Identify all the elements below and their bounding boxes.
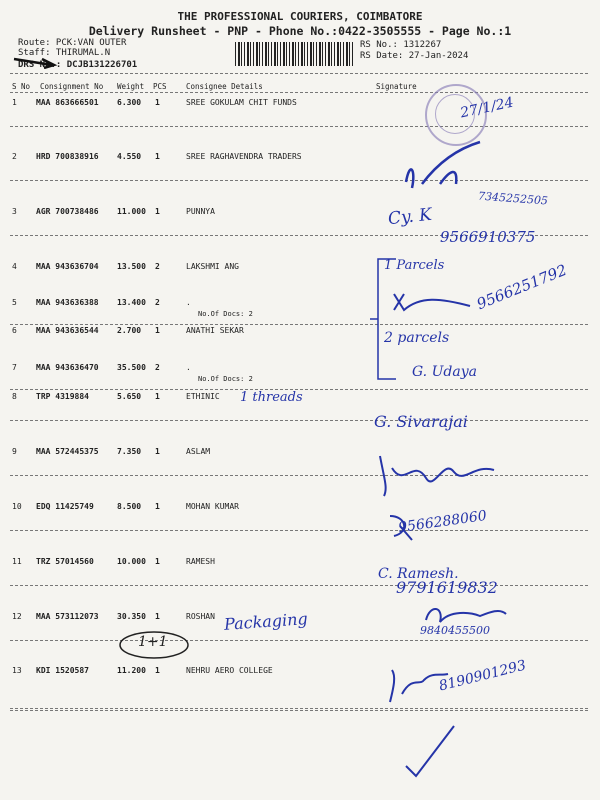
phone-row-13: 8190901293 — [437, 657, 528, 695]
row-consignment-no: TRP 4319884 — [36, 392, 89, 401]
row-sno: 3 — [12, 207, 17, 216]
row-weight: 8.500 — [117, 502, 142, 511]
row-divider — [10, 180, 588, 181]
row-weight: 7.350 — [117, 447, 142, 456]
row-consignment-no: AGR 700738486 — [36, 207, 99, 216]
phone-row-5: 9566251792 — [474, 260, 570, 314]
row-docs-count: No.Of Docs: 2 — [198, 375, 253, 383]
row-consignment-no: MAA 943636388 — [36, 298, 99, 307]
drs-number: DRS No.: DCJB131226701 — [18, 60, 138, 70]
company-title: THE PROFESSIONAL COURIERS, COIMBATORE — [177, 10, 423, 23]
row-weight: 11.200 — [117, 666, 146, 675]
row-divider — [10, 126, 588, 127]
row-weight: 10.000 — [117, 557, 146, 566]
row-pcs: 1 — [155, 392, 160, 401]
row-divider — [10, 420, 588, 421]
row-weight: 11.000 — [117, 207, 146, 216]
runsheet-subtitle: Delivery Runsheet - PNP - Phone No.:0422-3505555 - Page No.:1 — [88, 24, 512, 38]
rs-date: RS Date: 27-Jan-2024 — [360, 51, 469, 61]
row-consignee: . — [186, 363, 191, 372]
row-divider — [10, 324, 588, 325]
row-sno: 1 — [12, 98, 17, 107]
row-weight: 2.700 — [117, 326, 142, 335]
row-consignment-no: MAA 573112073 — [36, 612, 99, 621]
row-weight: 4.550 — [117, 152, 142, 161]
row-divider — [10, 530, 588, 531]
note-row-8: 1 threads — [240, 390, 303, 405]
row-divider — [10, 640, 588, 641]
rs-number: RS No.: 1312267 — [360, 40, 442, 50]
row-consignee: ANATHI SEKAR — [186, 326, 244, 335]
column-divider — [10, 92, 588, 93]
row-pcs: 1 — [155, 557, 160, 566]
col-pcs: PCS — [153, 82, 167, 91]
staff-label: Staff: THIRUMAL.N — [18, 48, 111, 58]
row-consignee: LAKSHMI ANG — [186, 262, 239, 271]
signature-row-3: Cy. K — [387, 204, 433, 230]
row-consignee: MOHAN KUMAR — [186, 502, 239, 511]
check-mark — [400, 720, 460, 780]
phone-row-3: 9566910375 — [440, 228, 536, 246]
row-pcs: 1 — [155, 666, 160, 675]
col-sno: S No — [12, 82, 31, 91]
row-consignee: NEHRU AERO COLLEGE — [186, 666, 273, 675]
row-weight: 6.300 — [117, 98, 142, 107]
row-consignment-no: MAA 863666501 — [36, 98, 99, 107]
signature-row-7: G. Udaya — [412, 364, 477, 380]
row-sno: 9 — [12, 447, 17, 456]
col-weight: Weight — [117, 82, 145, 91]
row-consignment-no: MAA 572445375 — [36, 447, 99, 456]
row-pcs: 1 — [155, 447, 160, 456]
row-sno: 10 — [12, 502, 22, 511]
barcode — [235, 42, 353, 66]
phone-row-11: 9791619832 — [396, 578, 498, 597]
col-consignment: Consignment No — [40, 82, 104, 91]
signature-row-9 — [374, 448, 504, 498]
col-signature: Signature — [376, 82, 417, 91]
note-row-4: 1 Parcels — [384, 258, 445, 273]
row-sno: 5 — [12, 298, 17, 307]
row-weight: 30.350 — [117, 612, 146, 621]
signature-row-2 — [400, 140, 490, 200]
note-row-6: 2 parcels — [384, 330, 450, 346]
row-consignee: SREE RAGHAVENDRA TRADERS — [186, 152, 302, 161]
row-sno: 12 — [12, 612, 22, 621]
row-weight: 13.400 — [117, 298, 146, 307]
row-weight: 5.650 — [117, 392, 142, 401]
row-consignee: . — [186, 298, 191, 307]
header-divider — [10, 73, 588, 74]
signature-row-5 — [390, 290, 480, 320]
row-sno: 11 — [12, 557, 22, 566]
signature-row-8: G. Sivarajai — [374, 412, 468, 431]
row-consignment-no: MAA 943636704 — [36, 262, 99, 271]
row-divider — [10, 710, 588, 711]
row-pcs: 1 — [155, 98, 160, 107]
col-consignee: Consignee Details — [186, 82, 263, 91]
row-consignee: PUNNYA — [186, 207, 215, 216]
box-count-row-12: 1+1 — [138, 634, 168, 650]
row-consignment-no: TRZ 57014560 — [36, 557, 94, 566]
signature-row-1: 27/1/24 — [458, 94, 516, 122]
row-pcs: 2 — [155, 363, 160, 372]
signature-row-11: C. Ramesh. — [378, 566, 459, 582]
row-consignee: ETHINIC — [186, 392, 220, 401]
row-weight: 13.500 — [117, 262, 146, 271]
row-pcs: 2 — [155, 262, 160, 271]
note-row-12: Packaging — [223, 609, 309, 634]
row-sno: 13 — [12, 666, 22, 675]
row-consignee: ASLAM — [186, 447, 211, 456]
row-pcs: 1 — [155, 326, 160, 335]
pen-arrow-scribble — [12, 55, 60, 69]
route-label: Route: PCK:VAN OUTER — [18, 38, 127, 48]
row-consignment-no: MAA 943636544 — [36, 326, 99, 335]
row-pcs: 1 — [155, 152, 160, 161]
bracket-rows-4-7 — [366, 255, 406, 385]
row-pcs: 1 — [155, 612, 160, 621]
row-consignee: RAMESH — [186, 557, 215, 566]
row-weight: 35.500 — [117, 363, 146, 372]
row-sno: 4 — [12, 262, 17, 271]
row-consignment-no: EDQ 11425749 — [36, 502, 94, 511]
row-consignee: SREE GOKULAM CHIT FUNDS — [186, 98, 297, 107]
phone-row-2: 7345252505 — [477, 189, 549, 208]
row-consignment-no: MAA 943636470 — [36, 363, 99, 372]
row-consignee: ROSHAN — [186, 612, 215, 621]
row-sno: 2 — [12, 152, 17, 161]
row-divider — [10, 585, 588, 586]
row-pcs: 1 — [155, 502, 160, 511]
phone-row-12: 9840455500 — [420, 624, 490, 637]
row-pcs: 2 — [155, 298, 160, 307]
row-pcs: 1 — [155, 207, 160, 216]
row-consignment-no: KDI 1520587 — [36, 666, 89, 675]
row-consignment-no: HRD 700838916 — [36, 152, 99, 161]
row-sno: 6 — [12, 326, 17, 335]
phone-row-10: 9566288060 — [397, 507, 488, 537]
row-sno: 8 — [12, 392, 17, 401]
table-bottom-divider — [10, 708, 588, 709]
row-docs-count: No.Of Docs: 2 — [198, 310, 253, 318]
row-sno: 7 — [12, 363, 17, 372]
